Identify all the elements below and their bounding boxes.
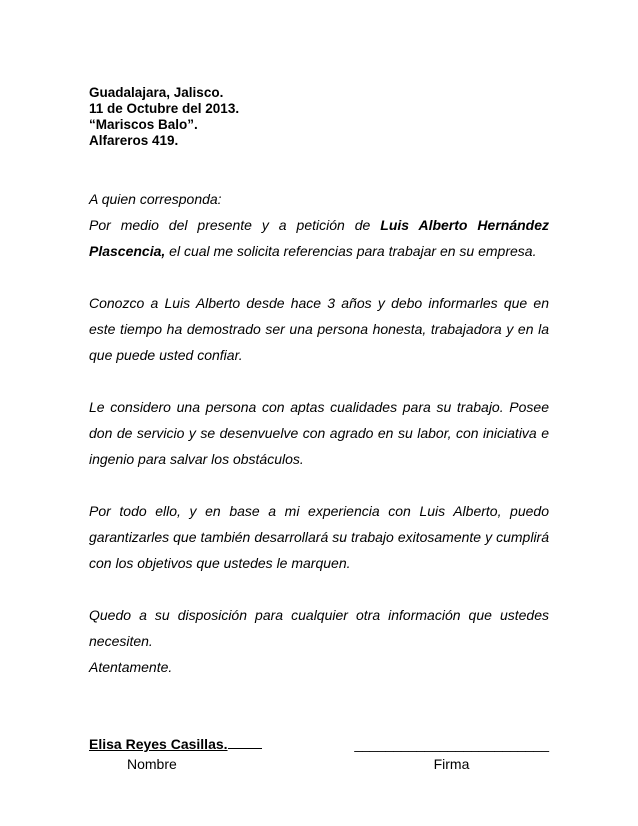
letter-header [89,85,549,149]
salutation: A quien corresponda: [89,191,222,207]
paragraph-intro-suffix: el cual me solicita referencias para trabajar en su empresa. [165,243,537,259]
recommended-person-name: Luis Alberto Hernández Plascencia, [89,217,549,259]
signature-row [89,734,549,752]
signature-line: _________________________ [354,736,549,752]
signature-line-block [354,736,549,752]
header-company-line: “Mariscos Balo”. [89,117,198,132]
paragraph-guarantee: Por todo ello, y en base a mi experiencia con Luis Alberto, puedo garantizarles que también desarrollará su trabajo exitosamente y cumplirá con los objetivos que ustedes le marquen. [89,503,549,571]
closing: Atentamente. [89,659,173,675]
signature-name-block [89,734,262,752]
signature-labels-row [89,756,549,772]
name-label: Nombre [127,756,177,772]
letter-body [89,186,549,680]
paragraph-intro [89,212,549,264]
signer-name: Elisa Reyes Casillas. [89,736,228,752]
paragraph-qualities: Le considero una persona con aptas cualidades para su trabajo. Posee don de servicio y se desenvuelve con agrado en su labor, con iniciativa e ingenio para salvar los obstáculos. [89,399,549,467]
paragraph-intro-prefix: Por medio del presente y a petición de [89,217,381,233]
paragraph-acquaintance: Conozco a Luis Alberto desde hace 3 años y debo informarles que en este tiempo ha demostrado ser una persona honesta, trabajadora y en la que puede usted confiar. [89,295,549,363]
header-city-line: Guadalajara, Jalisco. [89,85,224,100]
firma-label: Firma [433,756,470,772]
header-address-line: Alfareros 419. [89,133,179,148]
signer-name-underline-extension [228,734,262,749]
paragraph-availability: Quedo a su disposición para cualquier otra información que ustedes necesiten. [89,607,549,649]
header-date-line: 11 de Octubre del 2013. [89,101,240,116]
